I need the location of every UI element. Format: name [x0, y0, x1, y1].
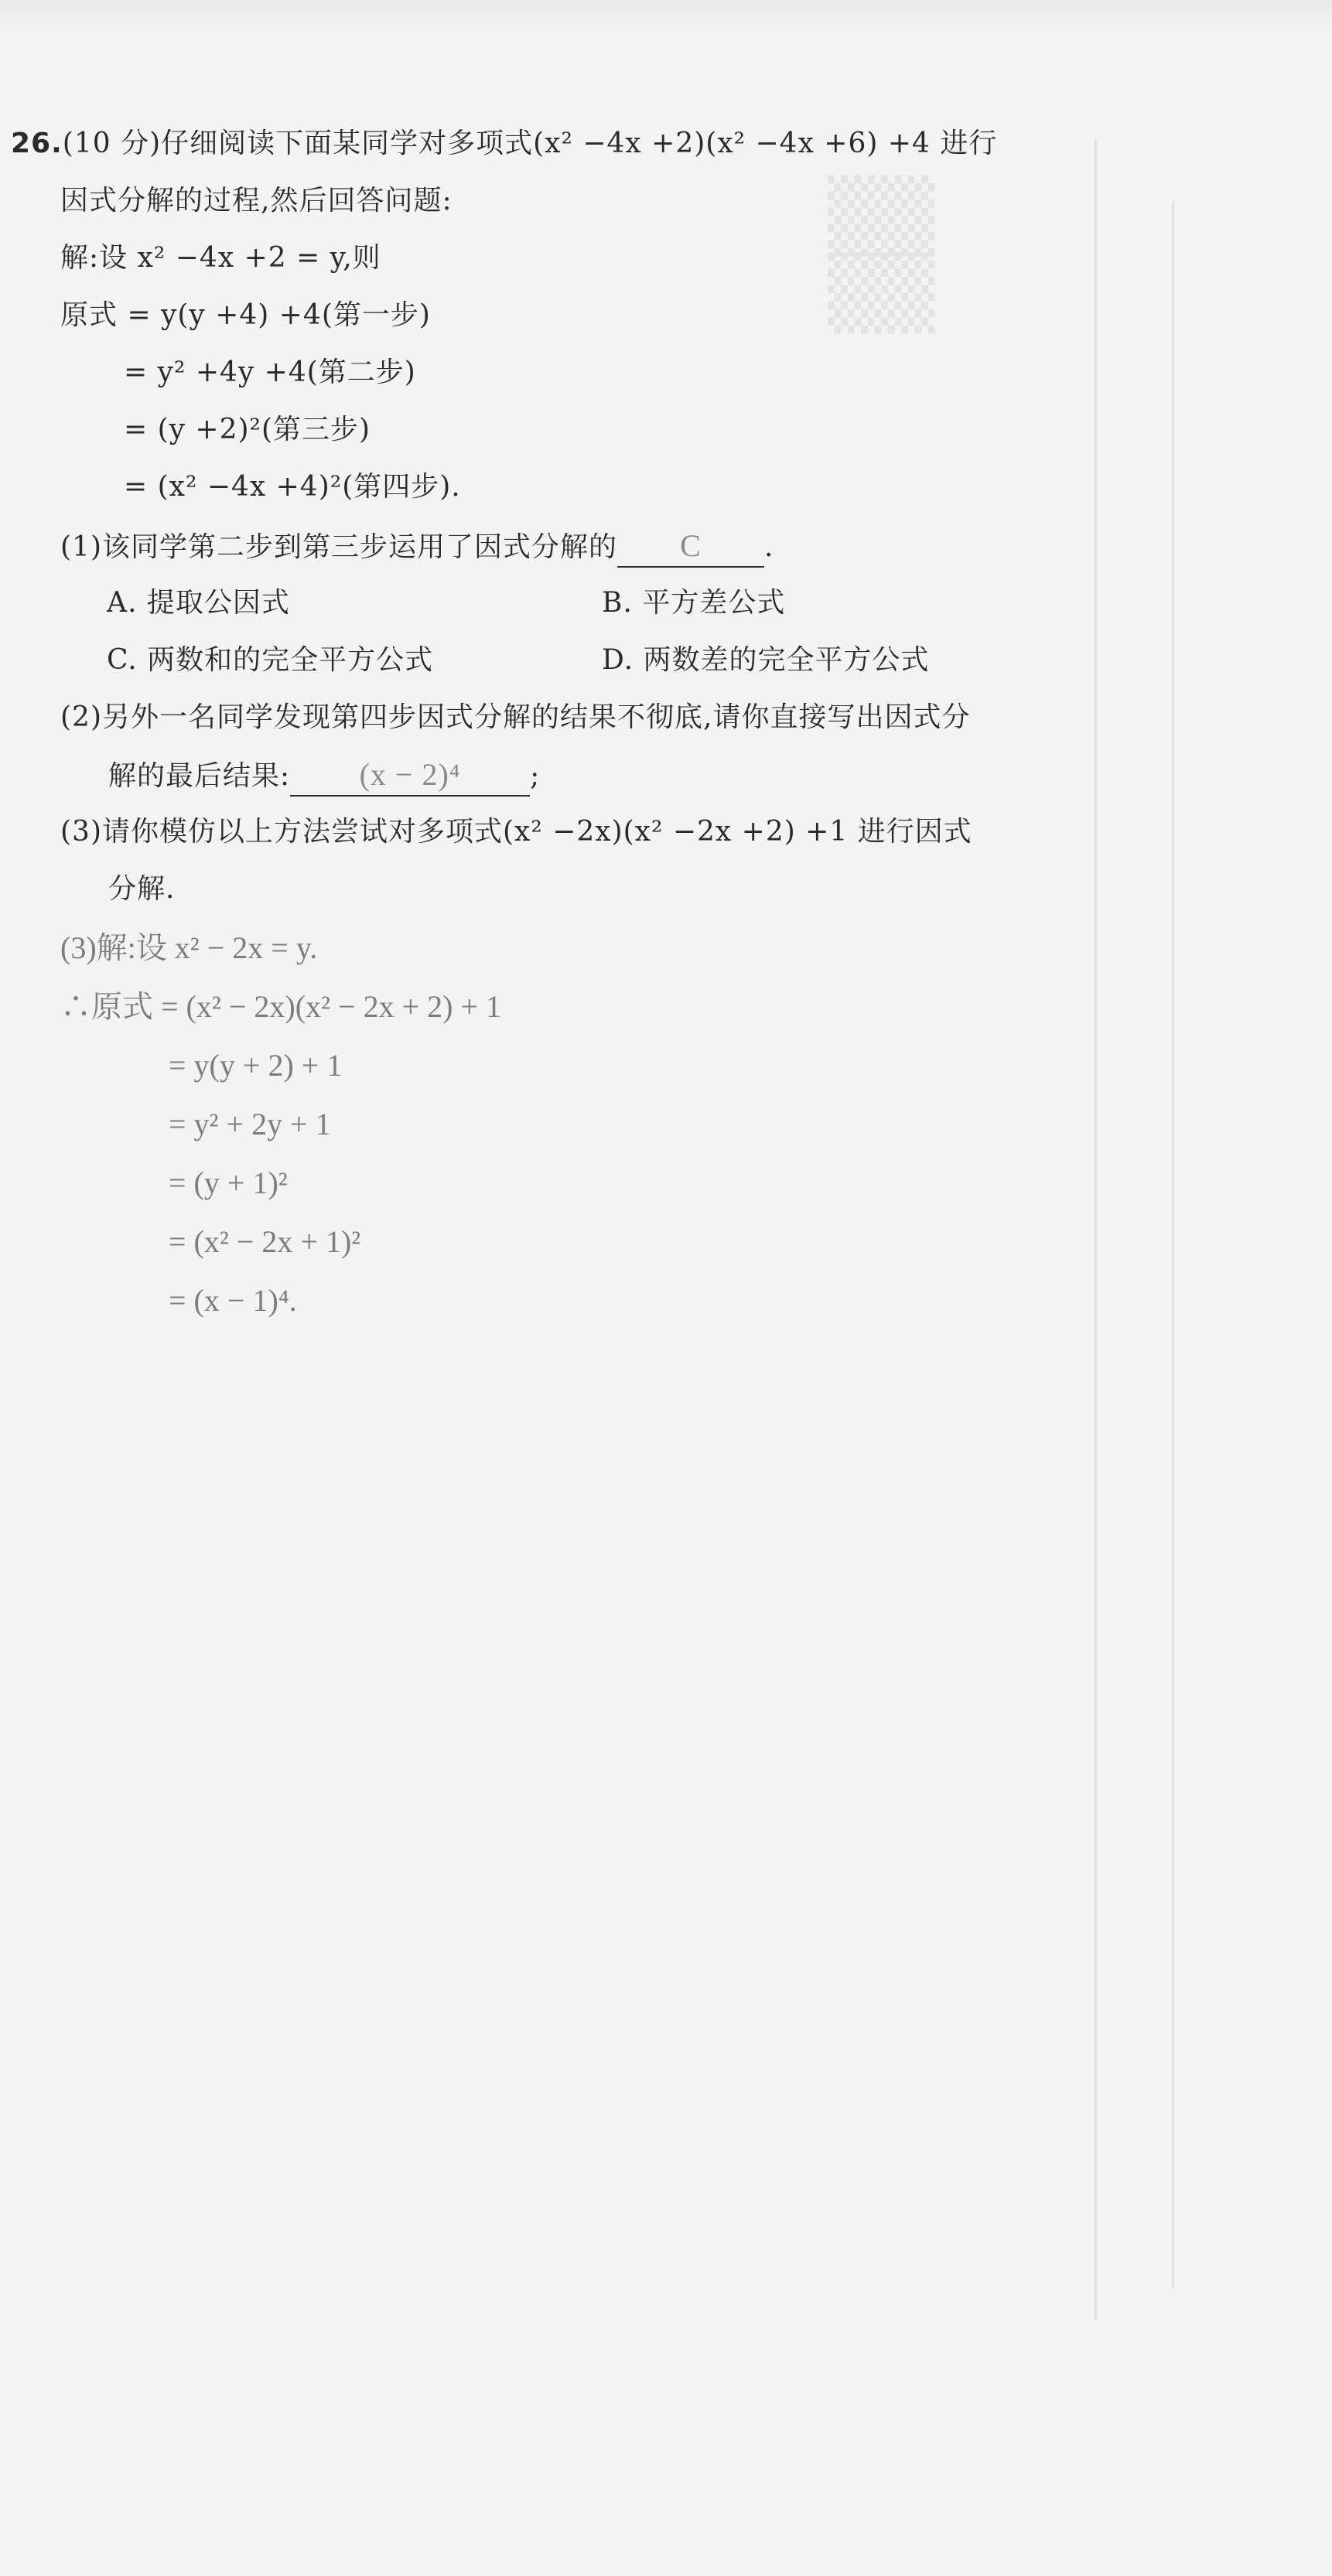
answer-line-4: = y² + 2y + 1: [169, 1107, 331, 1141]
part2-end: ;: [530, 760, 541, 792]
bleed-through-rule-2: [1172, 201, 1174, 2289]
question-intro-line2: 因式分解的过程,然后回答问题:: [60, 185, 453, 217]
part2-answer-blank[interactable]: [290, 756, 530, 797]
part2-line1: (2)另外一名同学发现第四步因式分解的结果不彻底,请你直接写出因式分: [60, 701, 971, 733]
part2-prefix: 解的最后结果:: [108, 760, 291, 792]
part1-prompt-line: [60, 527, 774, 568]
question-intro-text: (10 分)仔细阅读下面某同学对多项式(x² −4x +2)(x² −4x +6) +4 进行: [62, 128, 998, 159]
part2-line2: [108, 756, 540, 797]
answer-line-2: ∴原式 = (x² − 2x)(x² − 2x + 2) + 1: [60, 989, 502, 1024]
answer-line-1: (3)解:设 x² − 2x = y.: [60, 930, 318, 965]
bleed-through-rule: [1095, 139, 1097, 2320]
answer-line-7: = (x − 1)⁴.: [169, 1283, 297, 1318]
bleed-through-block: ▒▒ ▒▒: [828, 176, 935, 334]
part3-line1: (3)请你模仿以上方法尝试对多项式(x² −2x)(x² −2x +2) +1 进行因式: [60, 816, 972, 848]
part1-answer-blank[interactable]: [617, 527, 764, 568]
solution-set-line: 解:设 x² −4x +2 = y,则: [60, 242, 381, 274]
option-c: C. 两数和的完全平方公式: [107, 644, 434, 676]
answer-line-6: = (x² − 2x + 1)²: [169, 1224, 361, 1259]
solution-step-4: = (x² −4x +4)²(第四步).: [124, 471, 461, 503]
question-intro-line1: [11, 125, 997, 162]
solution-step-3: = (y +2)²(第三步): [124, 414, 371, 445]
part1-end: .: [764, 531, 774, 563]
option-d: D. 两数差的完全平方公式: [602, 644, 930, 676]
part2-answer: (x − 2)⁴: [359, 757, 461, 792]
answer-line-3: = y(y + 2) + 1: [169, 1048, 343, 1083]
option-a: A. 提取公因式: [107, 587, 290, 619]
solution-step-1: 原式 = y(y +4) +4(第一步): [60, 299, 431, 331]
solution-step-2: = y² +4y +4(第二步): [124, 357, 416, 388]
part1-prompt: (1)该同学第二步到第三步运用了因式分解的: [60, 531, 617, 563]
question-number: 26.: [11, 128, 63, 159]
scan-top-shadow: [0, 0, 1332, 31]
part1-answer: C: [680, 528, 702, 563]
option-b: B. 平方差公式: [602, 587, 786, 619]
part3-line2: 分解.: [108, 873, 176, 905]
answer-line-5: = (y + 1)²: [169, 1165, 288, 1200]
